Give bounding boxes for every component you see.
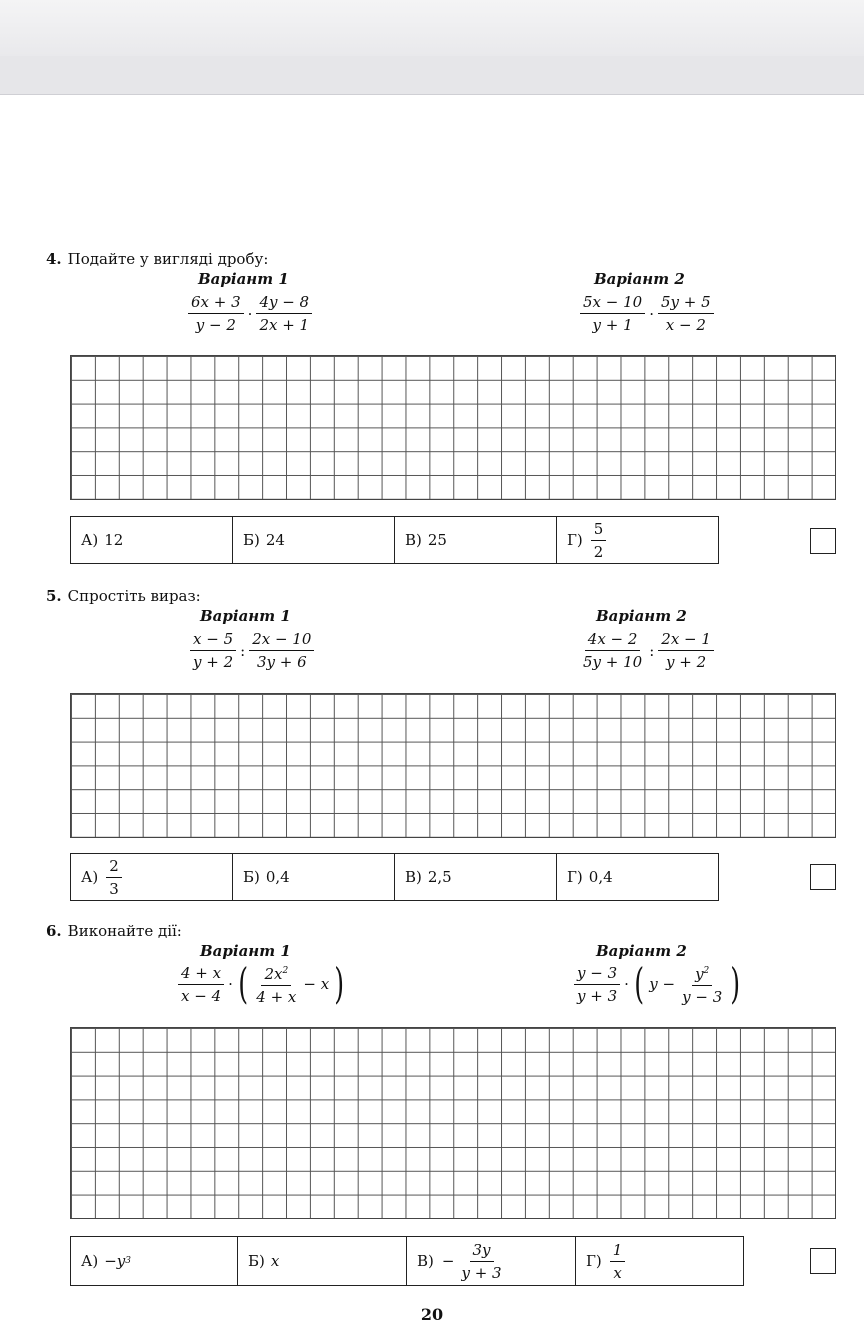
browser-toolbar xyxy=(0,0,864,57)
q6-variant2-expression: $\frac{y - 3}{y + 3}$ · ( y − $\frac{y^2}{y - 3}$ ) xyxy=(572,962,744,1006)
q4-option-b[interactable]: Б) 24 xyxy=(233,517,395,563)
q4-option-c[interactable]: В) 25 xyxy=(395,517,557,563)
q5-variant1-label: Варіант 1 xyxy=(200,607,291,625)
q6-title xyxy=(46,922,182,940)
q6-option-b[interactable]: Б) x xyxy=(238,1237,407,1285)
fraction: $\frac{2x^2}{4 + x}$ xyxy=(253,962,299,1006)
q4-number: 4. xyxy=(46,250,62,268)
q5-option-c[interactable]: В) 2,5 xyxy=(395,854,557,900)
q5-title xyxy=(46,587,201,605)
fraction: $\frac{5x - 10}{y + 1}$ xyxy=(580,293,645,334)
q6-option-c[interactable]: В) − $\frac{3y}{y + 3}$ xyxy=(407,1237,576,1285)
q5-answer-box[interactable] xyxy=(810,864,836,890)
q6-number: 6. xyxy=(46,922,62,940)
q5-variant1-expression: $\frac{x - 5}{y + 2}$ : $\frac{2x - 10}{3y + 6}$ xyxy=(188,630,316,671)
fraction: $\frac{4x - 2}{5y + 10}$ xyxy=(583,630,643,671)
q6-title-text: Виконайте дії: xyxy=(67,922,182,940)
q5-option-a[interactable]: А) $\frac{2}{3}$ xyxy=(71,854,233,900)
fraction: $\frac{4y - 8}{2x + 1}$ xyxy=(256,293,312,334)
q4-answer-box[interactable] xyxy=(810,528,836,554)
q6-option-a[interactable]: А) −y 3 xyxy=(71,1237,238,1285)
q6-answer-box[interactable] xyxy=(810,1248,836,1274)
q5-answer-options xyxy=(70,853,719,901)
q6-variant1-expression: $\frac{4 + x}{x - 4}$ · ( $\frac{2x^2}{4 + x}$ − x ) xyxy=(176,962,348,1006)
fraction: $\frac{4 + x}{x - 4}$ xyxy=(178,964,224,1005)
q5-option-b[interactable]: Б) 0,4 xyxy=(233,854,395,900)
fraction: $\frac{2x - 1}{y + 2}$ xyxy=(658,630,714,671)
q6-work-grid[interactable] xyxy=(70,1027,836,1219)
q4-answer-options xyxy=(70,516,719,564)
q4-variant1-label: Варіант 1 xyxy=(198,270,289,288)
q5-work-grid[interactable] xyxy=(70,693,836,838)
q5-title-text: Спростіть вираз: xyxy=(67,587,201,605)
q6-variant1-label: Варіант 1 xyxy=(200,942,291,960)
fraction: $\frac{6x + 3}{y - 2}$ xyxy=(188,293,244,334)
q5-variant2-expression: $\frac{4x - 2}{5y + 10}$ : $\frac{2x - 1}{y + 2}$ xyxy=(578,630,716,671)
fraction: $\frac{y^2}{y - 3}$ xyxy=(679,962,725,1006)
browser-address-bar xyxy=(0,56,864,95)
fraction: $\frac{x - 5}{y + 2}$ xyxy=(190,630,236,671)
page-number: 20 xyxy=(420,1305,444,1324)
q4-variant2-label: Варіант 2 xyxy=(594,270,685,288)
q4-variant1-expression: $\frac{6x + 3}{y - 2}$ · $\frac{4y - 8}{2x + 1}$ xyxy=(186,293,314,334)
q5-number: 5. xyxy=(46,587,62,605)
q4-work-grid[interactable] xyxy=(70,355,836,500)
fraction: $\frac{5y + 5}{x - 2}$ xyxy=(658,293,714,334)
q5-option-d[interactable]: Г) 0,4 xyxy=(567,868,613,886)
q6-answer-options xyxy=(70,1236,744,1286)
q4-title-text: Подайте у вигляді дробу: xyxy=(67,250,269,268)
q6-variant2-label: Варіант 2 xyxy=(596,942,687,960)
q4-title xyxy=(46,250,268,268)
q4-option-d[interactable]: Г) $\frac{5}{2}$ xyxy=(557,517,718,563)
q4-option-a[interactable]: А) 12 xyxy=(71,517,233,563)
fraction: $\frac{y - 3}{y + 3}$ xyxy=(574,964,620,1005)
q4-variant2-expression: $\frac{5x - 10}{y + 1}$ · $\frac{5y + 5}{x - 2}$ xyxy=(578,293,716,334)
q5-variant2-label: Варіант 2 xyxy=(596,607,687,625)
fraction: $\frac{2x - 10}{3y + 6}$ xyxy=(249,630,314,671)
q6-option-d[interactable]: Г) $\frac{1}{x}$ xyxy=(576,1237,743,1285)
